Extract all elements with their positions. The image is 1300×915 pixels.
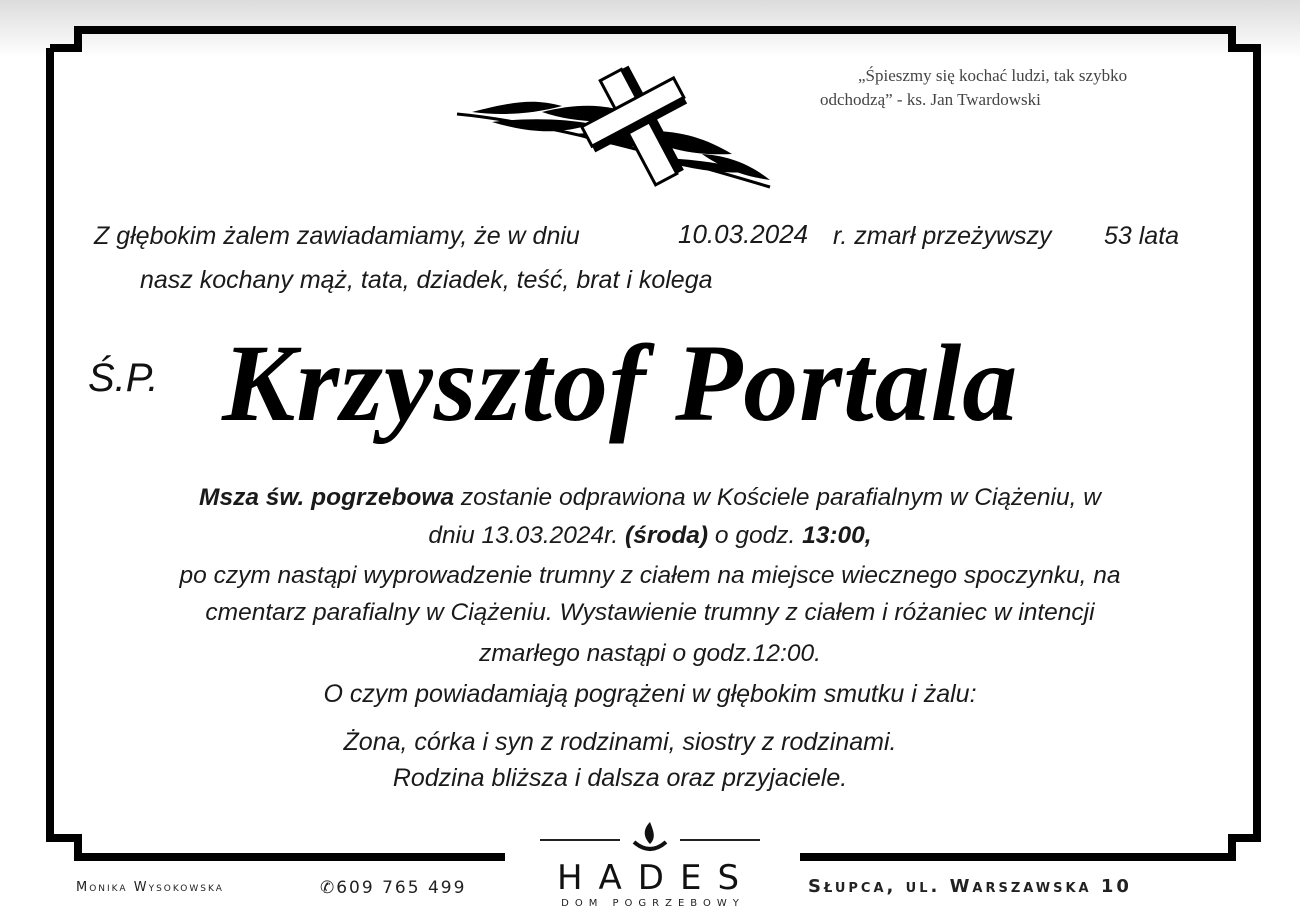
intro-prefix: Z głębokim żalem zawiadamiamy, że w dniu (94, 222, 580, 250)
death-date: 10.03.2024 (678, 219, 809, 249)
flame-icon (530, 818, 770, 858)
funeral-weekday: (środa) (625, 522, 709, 549)
funeral-time: 13:00, (802, 522, 872, 549)
mass-label: Msza św. pogrzebowa (199, 484, 455, 511)
funeral-at-label: o godz. (714, 522, 796, 549)
sp-prefix: Ś.P. (88, 356, 159, 400)
funeral-line-2 (0, 522, 1300, 550)
funeral-line-5: zmarłego nastąpi o godz.12:00. (479, 640, 821, 667)
deceased-name: Krzysztof Portala (222, 322, 1019, 444)
notice-line-1: O czym powiadamiają pogrążeni w głębokim smutku i żalu: (323, 680, 977, 708)
intro-suffix: r. zmarł przeżywszy (833, 222, 1052, 250)
funeral-date: dniu 13.03.2024r. (428, 522, 619, 549)
contact-phone: ✆609 765 499 (320, 878, 467, 898)
cross-icon (452, 62, 782, 192)
logo-subtitle: DOM POGRZEBOWY (561, 898, 745, 909)
hades-logo (530, 818, 770, 910)
address: Słupca, ul. Warszawska 10 (808, 876, 1132, 897)
logo-name: HADES (556, 858, 756, 898)
mass-details: zostanie odprawiona w Kościele parafialnym w Ciążeniu, w (460, 484, 1101, 511)
funeral-line-4: cmentarz parafialny w Ciążeniu. Wystawienie trumny z ciałem i różaniec w intencji (205, 599, 1095, 626)
motto-line-2: odchodzą” - ks. Jan Twardowski (820, 90, 1041, 109)
motto-quote (820, 64, 1210, 112)
notice-line-2: Żona, córka i syn z rodzinami, siostry z rodzinami. (343, 728, 897, 756)
funeral-line-3: po czym nastąpi wyprowadzenie trumny z ciałem na miejsce wiecznego spoczynku, na (179, 562, 1121, 589)
contact-person: Monika Wysokowska (76, 880, 224, 895)
funeral-line-1 (70, 484, 1230, 512)
age: 53 lata (1104, 222, 1180, 250)
motto-line-1: „Śpieszmy się kochać ludzi, tak szybko (858, 66, 1128, 85)
relations-line: nasz kochany mąż, tata, dziadek, teść, brat i kolega (140, 266, 713, 294)
notice-line-3: Rodzina bliższa i dalsza oraz przyjaciele. (392, 764, 848, 792)
